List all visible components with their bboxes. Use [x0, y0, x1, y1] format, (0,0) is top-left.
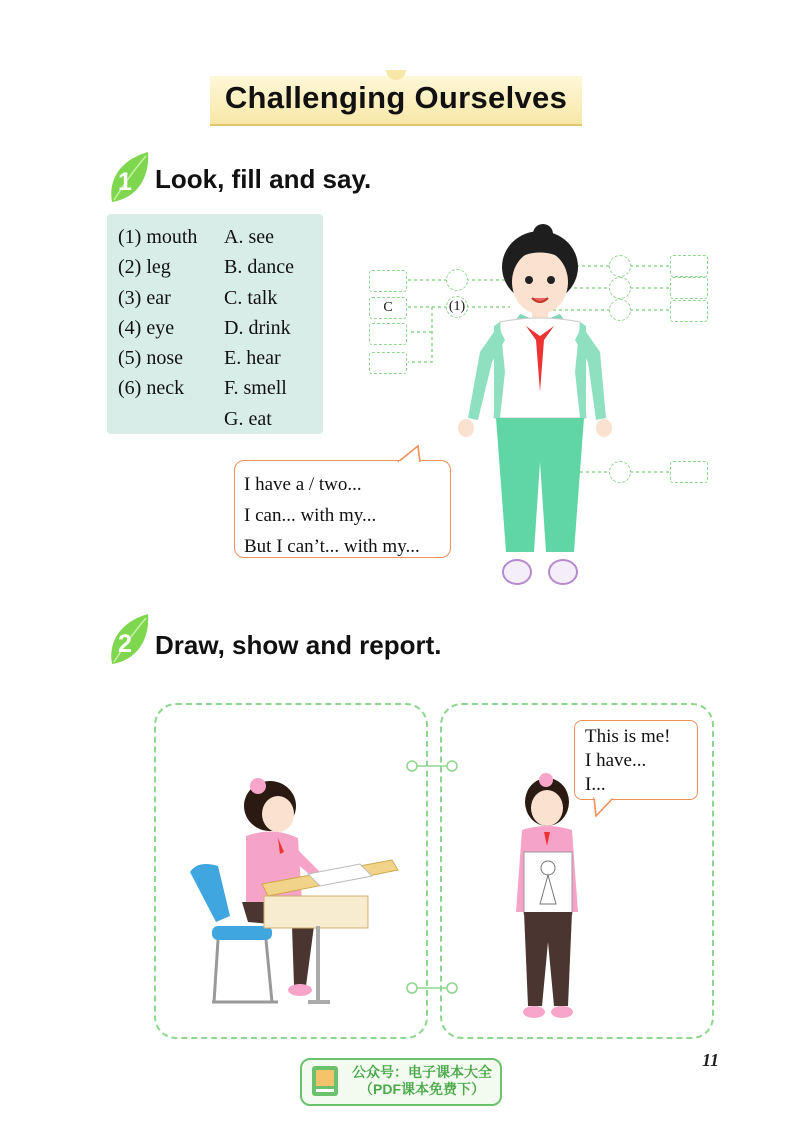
- list-item: A. see: [224, 226, 274, 248]
- section-2-title: Draw, show and report.: [155, 630, 442, 660]
- verbs-list: [224, 222, 294, 434]
- bubble-line: But I can’t... with my...: [244, 536, 420, 557]
- number-circle[interactable]: [446, 269, 468, 291]
- word-box: [107, 214, 323, 434]
- number-circle-example: [446, 296, 468, 318]
- panel-connector-bottom: [404, 978, 460, 998]
- answer-blank[interactable]: [670, 461, 708, 483]
- example-number: (1): [448, 299, 466, 314]
- title-banner: [210, 70, 582, 126]
- section-2-badge: [106, 612, 150, 673]
- example-letter: C: [383, 300, 393, 315]
- list-item: G. eat: [224, 407, 272, 430]
- answer-blank[interactable]: [670, 277, 708, 299]
- list-item: F. smell: [224, 377, 287, 400]
- section-1-badge: [106, 150, 150, 211]
- answer-blank[interactable]: [670, 255, 708, 277]
- bubble-line: I...: [585, 774, 606, 795]
- speech-bubble-2: [574, 720, 698, 800]
- number-circle[interactable]: [609, 299, 631, 321]
- bubble-text: [585, 725, 671, 797]
- footer-watermark: [300, 1058, 502, 1106]
- list-item: (2) leg: [118, 256, 171, 279]
- list-item: (3) ear: [118, 286, 171, 309]
- panel-connector-top: [404, 756, 460, 776]
- answer-blank[interactable]: [369, 352, 407, 374]
- list-item: D. drink: [224, 316, 291, 339]
- list-item: (6) neck: [118, 377, 185, 400]
- section-number: 1: [118, 168, 132, 196]
- girl-drawing-illustration: [182, 776, 402, 1012]
- bubble-line: I have...: [585, 750, 647, 771]
- number-circle[interactable]: [609, 255, 631, 277]
- page-number: 11: [702, 1050, 720, 1070]
- answer-blank[interactable]: [369, 323, 407, 345]
- answer-blank-example: [369, 297, 407, 319]
- number-circle[interactable]: [609, 461, 631, 483]
- bubble-line: I can... with my...: [244, 505, 377, 526]
- footer-line: （PDF课本免费下）: [359, 1081, 485, 1097]
- list-item: C. talk: [224, 286, 278, 309]
- page-title: Challenging Ourselves: [224, 80, 568, 115]
- list-item: (4) eye: [118, 316, 175, 339]
- bubble-tail: [590, 796, 620, 820]
- section-number: 2: [118, 630, 132, 658]
- list-item: E. hear: [224, 347, 281, 370]
- bubble-line: This is me!: [585, 726, 671, 747]
- list-item: (1) mouth: [118, 226, 198, 248]
- list-item: B. dance: [224, 256, 294, 279]
- section-1-title: Look, fill and say.: [155, 164, 372, 194]
- bubble-tail: [396, 444, 426, 464]
- list-item: (5) nose: [118, 347, 183, 370]
- answer-blank[interactable]: [670, 300, 708, 322]
- footer-line: 公众号：电子课本大全: [352, 1064, 492, 1080]
- body-parts-list: [118, 222, 197, 404]
- speech-bubble: [234, 460, 451, 558]
- answer-blank[interactable]: [369, 270, 407, 292]
- number-circle[interactable]: [609, 277, 631, 299]
- book-icon: [310, 1064, 340, 1098]
- bubble-line: I have a / two...: [244, 474, 362, 495]
- girl-showing-illustration: [504, 772, 590, 1026]
- bubble-text: [244, 469, 420, 562]
- banner-underline: [210, 124, 582, 126]
- footer-text: [348, 1064, 496, 1098]
